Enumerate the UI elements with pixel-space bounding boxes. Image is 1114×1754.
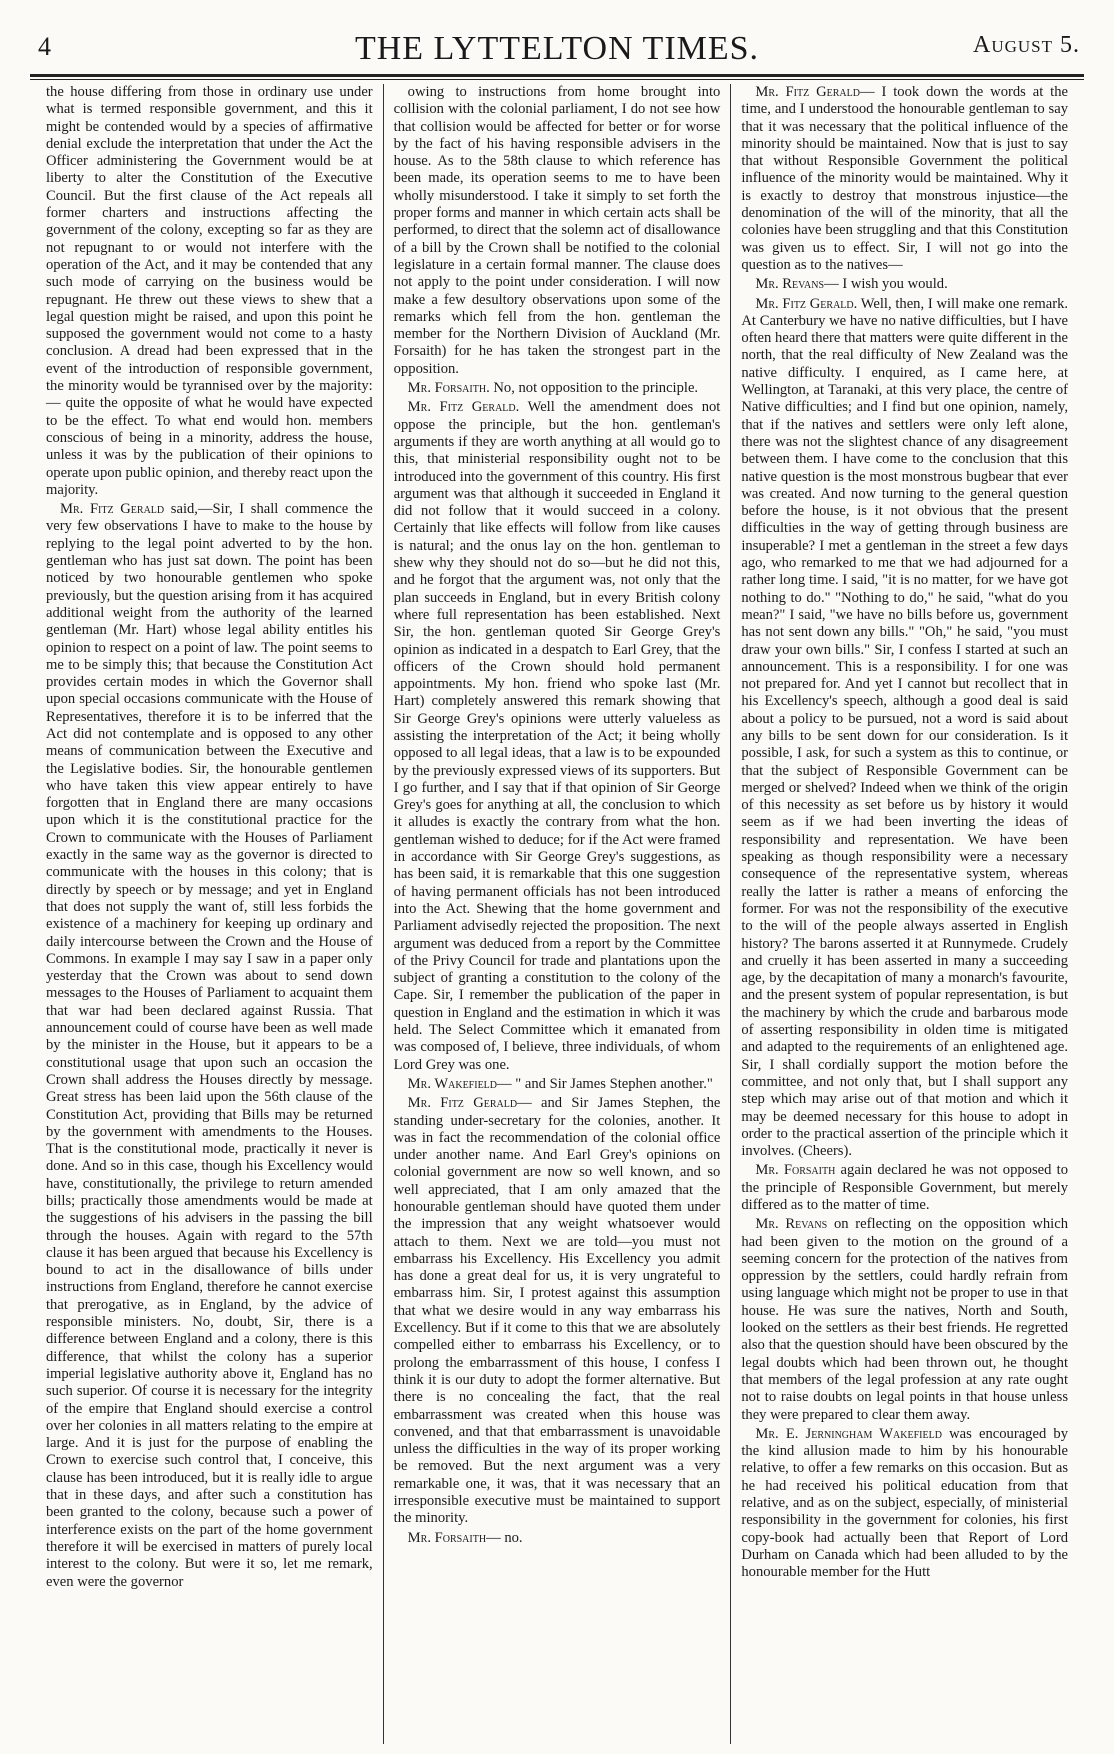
speaker-name: Mr. Fitz Gerald.	[755, 295, 858, 312]
speaker-name: Mr. Revans—	[755, 276, 839, 293]
article-columns	[36, 84, 1078, 1744]
paragraph	[46, 84, 373, 499]
speaker-name: Mr. Fitz Gerald	[60, 501, 165, 518]
paragraph	[741, 1162, 1068, 1214]
masthead-rule	[30, 74, 1084, 80]
paragraph	[741, 1216, 1068, 1424]
paragraph-text: no.	[504, 1529, 523, 1546]
paragraph	[394, 1095, 721, 1527]
paragraph-text: I wish you would.	[842, 276, 948, 293]
paragraph-text: owing to instructions from home brought into collision with the colonial parliament, I do not see how that collision would be affected for better or for worse by the fact of his having responsible advisers in the house. As to the 58th clause to which reference has been made, its operation seems to me to have been wholly misunderstood. I take it simply to set forth the proper forms and manner in which certain acts shall be performed, to direct that the solemn act of disallowance of a bill by the Crown shall be notified to the colonial legislature in a certain formal manner. The clause does not apply to the point under consideration. I will now make a few desultory observations upon some of the remarks which fell from the hon. gentleman the member for the Northern Division of Auckland (Mr. Forsaith) for he has taken the strongest part in the opposition.	[393, 84, 721, 377]
paragraph-text: I took down the words at the time, and I understood the honourable gentleman to say that it was necessary that the political influence of the minority should be maintained. Now that is just to say that without Responsible Government the political influence of the minority would be maintained. Why it is exactly to destroy that monstrous injustice—the denomination of the will of the minority, that all the colonies have been struggling and that this Constitution was given us to effect. Sir, I will not go into the question as to the natives—	[741, 84, 1069, 273]
speaker-name: Mr. Fitz Gerald.	[407, 399, 520, 416]
paragraph-text: was encouraged by the kind allusion made to him by his honourable relative, to offer a few remarks on this occasion. But as he had received his political education from that relative, and as on the subject, especially, of ministerial responsibility in the government for colonies, his first copy-book had actually been that Report of Lord Durham on Canada which had been alluded to by the honourable member for the Hutt	[741, 1425, 1069, 1581]
paragraph	[741, 84, 1068, 274]
column-2	[383, 84, 731, 1744]
paragraph	[741, 296, 1068, 1161]
newspaper-title: THE LYTTELTON TIMES.	[354, 30, 760, 67]
speaker-name: Mr. Forsaith.	[407, 380, 490, 397]
issue-date: August 5.	[972, 32, 1080, 58]
paragraph	[741, 276, 1068, 293]
paragraph-text: " and Sir James Stephen another."	[515, 1075, 713, 1092]
paragraph	[394, 1076, 721, 1093]
paragraph	[394, 399, 721, 1074]
paragraph-text: No, not opposition to the principle.	[493, 380, 699, 397]
masthead	[30, 18, 1084, 74]
paragraph-text: and Sir James Stephen, the standing under-secretary for the colonies, another. It was in fact the recommendation of the colonial office under another name. And Earl Grey's opinions on colonial government are now so well known, and so well appreciated, that I am only amazed that the honourable gentleman should have quoted them under the impression that any weight whatsoever would attach to them. Next we are told—you must not embarrass his Excellency. His Excellency you admit has done a great deal for us, it is very ungrateful to embarrass him. Sir, I protest against this assumption that what we desire would in any way embarrass his Excellency. But if it come to this that we are absolutely compelled either to embarrass his Excellency, or to prolong the embarrassment of this house, I confess I think it is our duty to adopt the former alternative. But there is no concealing the fact, that the real embarrassment was created when this house was convened, and that that embarrassment is unavoidable unless the difficulties in the way of its proper working be removed. But the next argument was a very remarkable one, it was, that it was necessary that an irresponsible executive must be maintained to support the minority.	[393, 1095, 721, 1527]
speaker-name: Mr. Forsaith	[755, 1162, 836, 1179]
speaker-name: Mr. Forsaith—	[407, 1529, 501, 1546]
paragraph-text: Well the amendment does not oppose the principle, but the hon. gentleman's arguments if they are worth anything at all would go to this, that ministerial responsibility ought not to be introduced into the government of this country. His first argument was that although it succeeded in England it did not follow that it would succeed in a colony. Certainly that like effects will follow from like causes is natural; and the onus lay on the hon. gentleman to shew why they should not do so—but he did not this, and he forgot that the argument was, not only that the plan succeeds in England, but in every British colony where full representation has been established. Next Sir, the hon. gentleman quoted Sir George Grey's opinion as indicated in a despatch to Earl Grey, that the officers of the Crown should hold permanent appointments. My hon. friend who spoke last (Mr. Hart) completely answered this remark showing that Sir George Grey's opinions were utterly valueless as assisting the interpretation of the Act; it being wholly opposed to all legal ideas, that a law is to be expounded by the previously expressed views of its supporters. But I go further, and I say that if that opinion of Sir George Grey's goes for anything at all, the conclusion to which it alludes is exactly the contrary from what the hon. gentleman wished to deduce; for if the Act were framed in accordance with Sir George Grey's suggestions, as has been said, it is remarkable that this one suggestion of having permanent officials has not been introduced into the Act. Shewing that the home government and Parliament advisedly rejected the proposition. The next argument was deduced from a report by the Committee of the Privy Council for trade and plantations upon the subject of granting a constitution to the colony of the Cape. Sir, I remember the publication of the paper in question in England and the estimation in which it was held. The Select Committee which it emanated from was composed of, I believe, three individuals, of whom Lord Grey was one.	[393, 399, 721, 1073]
speaker-name: Mr. Fitz Gerald—	[407, 1095, 532, 1112]
speaker-name: Mr. Wakefield—	[407, 1075, 512, 1092]
speaker-name: Mr. E. Jerningham Wakefield	[755, 1425, 942, 1442]
paragraph	[394, 380, 721, 397]
paragraph-text: on reflecting on the opposition which had been given to the motion on the ground of a seeming concern for the protection of the natives from oppression by the settlers, could hardly refrain from using language which might not be proper to use in that house. He was sure the natives, North and South, looked on the settlers as their best friends. He regretted also that the question should have been obscured by the legal doubts which had been thrown out, he thought that members of the legal profession at any rate ought not to raise doubts on legal points in that house unless they were prepared to clear them away.	[741, 1216, 1069, 1423]
paragraph	[394, 84, 721, 378]
paragraph-text: the house differing from those in ordinary use under what is termed responsible government, and this it might be contended would by a species of affirmative denial exclude the interpretation that under the Act the Officer administering the Government would be at liberty to alter the Constitution of the Executive Council. But the first clause of the Act repeals all former charters and instructions affecting the government of the colony, excepting so far as they are not repugnant to or would not interfere with the operation of the Act, and it may be contended that any such mode of carrying on the business would be repugnant. He threw out these views to shew that a legal question might be raised, and upon this point he supposed the government would not come to a hasty conclusion. A dread had been expressed that in the event of the introduction of responsible government, the minority would be tyrannised over by the majority:— quite the opposite of what he would have expected to be the effect. To what end would hon. members conscious of being in a minority, address the house, unless it was by the publication of their opinions to operate upon public opinion, and thereby react upon the majority.	[46, 84, 373, 498]
paragraph-text: Well, then, I will make one remark. At Canterbury we have no native difficulties, but I have often heard there that matters were quite different in the north, that the real difficulty of New Zealand was the native difficulty. I enquired, as I came here, at Wellington, at Taranaki, at this very place, the centre of Native difficulties; and I find but one opinion, namely, that if the natives and settlers were only left alone, there was not the slightest chance of any disagreement between them. I have come to the conclusion that this native question is the most monstrous bugbear that ever was created. And now turning to the general question before the house, is it not obvious that the present difficulties in the way of getting through business are insuperable? I met a gentleman in the street a few days ago, who remarked to me that we had adjourned for a rather long time. I said, "it is no matter, for we have got nothing to do." "Nothing to do," he said, "what do you mean?" I said, "we have no bills before us, government has not sent down any bills." "Oh," he said, "you must draw your own bills." Sir, I confess I started at such an announcement. This is a responsibility. I for one was not prepared for. And yet I cannot but recollect that in his Excellency's speech, although a good deal is said about a policy to be pursued, not a word is said about any bills to be sent down for our consideration. Is it possible, I ask, for such a system as this to continue, or that the subject of Responsible Government can be merged or shelved? Indeed when we think of the origin of this necessity as set before us by history it would seem as if we had been inverting the ideas of responsibility and representation. We have been speaking as though responsibility were a necessary consequence of the representative system, whereas really the latter is rather a means of enforcing the former. For was not the responsibility of the executive to the will of the people always asserted in English history? The barons asserted it at Runnymede. Crudely and cruelly it has been asserted in many a succeeding age, by the decapitation of many a monarch's favourite, and the present system of popular representation, is but the machinery by which the crude and barbarous mode of asserting responsibility in olden time is mitigated and adapted to the requirements of an enlightened age. Sir, I shall cordially support the motion before the committee, and not only that, but I shall support any step which may arise out of that motion and which it may be deemed necessary for this house to adopt in order to the practical assertion of the principle which it involves. (Cheers).	[741, 295, 1069, 1160]
column-3	[730, 84, 1078, 1744]
column-1	[36, 84, 383, 1744]
speaker-name: Mr. Revans	[755, 1216, 828, 1233]
page-number: 4	[38, 32, 51, 61]
paragraph-text: said,—Sir, I shall commence the very few observations I have to make to the house by replying to the legal point adverted to by the hon. gentleman who has just sat down. The point has been noticed by two honourable gentlemen who spoke previously, but the question arising from it has acquired additional weight from the authority of the learned gentleman (Mr. Hart) whose legal ability entitles his opinion to respect on a point of law. The point seems to me to be simply this; that because the Constitution Act provides certain modes in which the Governor shall upon special occasions communicate with the House of Representatives, therefore it is to be inferred that the Act did not contemplate and is opposed to any other means of communication between the Executive and the Legislative bodies. Sir, the honourable gentlemen who have taken this view appear entirely to have forgotten that in England there are many occasions upon which it is the constitutional practice for the Crown to communicate with the Houses of Parliament exactly in the same way as the governor is directed to communicate with the houses in this colony; that is directly by speech or by message; and yet in England that does not supply the want of, still less forbids the existence of a machinery for keeping up ordinary and daily intercourse between the Crown and the House of Commons. In example I may say I saw in a paper only yesterday that the Crown was about to send down messages to the Houses of Parliament to acquaint them that war had been declared against Russia. That announcement could of course have been as well made by the minister in the House, but it appears to be a constitutional usage that upon such an occasion the Crown shall address the Houses directly by message. Great stress has been laid upon the 56th clause of the Constitution Act, providing that Bills may be returned by the government with amendments to the Houses. That is the constitutional mode, practically it never is done. And so in this case, though his Excellency would have, constitutionally, the privilege to return amended bills; practically those amendments would be made at the suggestions of his advisers in the passing the bill through the houses. Again with regard to the 57th clause it has been argued that because his Excellency is bound to act in the disallowance of bills under instructions from England, therefore he cannot exercise that prerogative, as in England, by the advice of responsible ministers. No, doubt, Sir, there is a difference between England and a colony, there is this difference, that whilst the colony has a superior imperial legislative authority above it, England has no such superior. Of course it is necessary for the integrity of the empire that England should exercise a control over her colonies in all matters relating to the empire at large. And it is just for the purpose of enabling the Crown to exercise such control that, I conceive, this clause has been introduced, but it is really idle to argue that in these days, and after such a constitution has been granted to the colony, because such a power of interference exists on the part of the home government therefore it will be exercised in matters of purely local interest to the colony. But were it so, let me remark, even were the governor	[46, 501, 373, 1590]
paragraph	[741, 1426, 1068, 1582]
speaker-name: Mr. Fitz Gerald—	[755, 84, 875, 100]
paragraph-text: again declared he was not opposed to the principle of Responsible Government, but merely differed as to the matter of time.	[741, 1162, 1069, 1213]
paragraph	[46, 501, 373, 1591]
paragraph	[394, 1530, 721, 1547]
